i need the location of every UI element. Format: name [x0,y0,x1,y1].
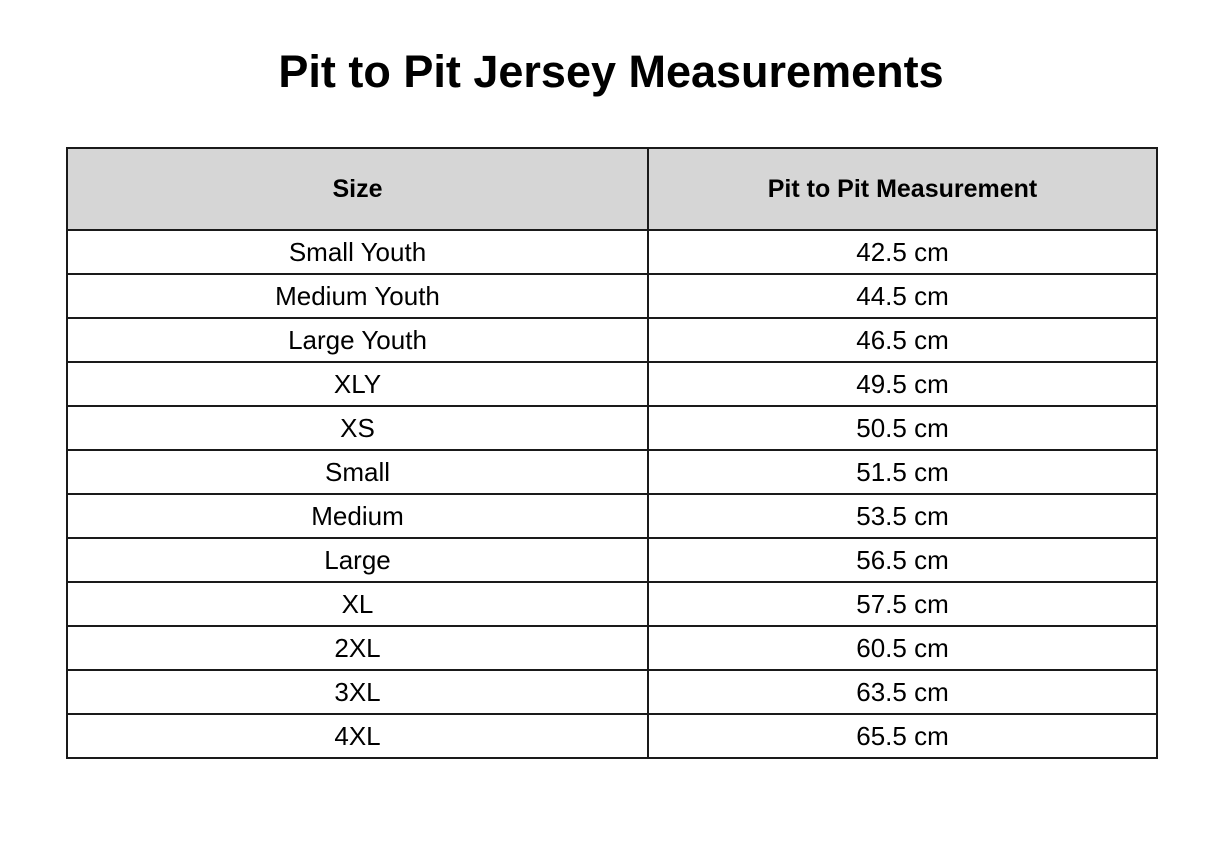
table-row [67,494,1157,538]
size-cell: XL [67,582,648,626]
size-cell: XLY [67,362,648,406]
measurement-cell: 53.5 cm [648,494,1157,538]
measurement-cell: 56.5 cm [648,538,1157,582]
measurement-cell: 65.5 cm [648,714,1157,758]
size-cell: Medium Youth [67,274,648,318]
measurement-cell: 42.5 cm [648,230,1157,274]
page-title: Pit to Pit Jersey Measurements [278,46,944,97]
header-size: Size [67,148,648,230]
table-row [67,538,1157,582]
measurement-cell: 60.5 cm [648,626,1157,670]
measurement-cell: 50.5 cm [648,406,1157,450]
table-row [67,714,1157,758]
measurement-table [66,147,1158,759]
table-row [67,626,1157,670]
measurement-cell: 57.5 cm [648,582,1157,626]
table-row [67,582,1157,626]
size-cell: 4XL [67,714,648,758]
size-cell: 3XL [67,670,648,714]
table-row [67,362,1157,406]
table-row [67,230,1157,274]
size-cell: 2XL [67,626,648,670]
table-row [67,670,1157,714]
table-header-row [67,148,1157,230]
table-row [67,450,1157,494]
table-row [67,274,1157,318]
size-cell: Large [67,538,648,582]
size-cell: Small Youth [67,230,648,274]
table-row [67,406,1157,450]
measurement-cell: 51.5 cm [648,450,1157,494]
size-cell: Large Youth [67,318,648,362]
size-cell: Small [67,450,648,494]
measurement-cell: 63.5 cm [648,670,1157,714]
header-measurement: Pit to Pit Measurement [648,148,1157,230]
measurement-cell: 49.5 cm [648,362,1157,406]
table-row [67,318,1157,362]
measurement-cell: 46.5 cm [648,318,1157,362]
size-cell: Medium [67,494,648,538]
size-cell: XS [67,406,648,450]
measurement-cell: 44.5 cm [648,274,1157,318]
